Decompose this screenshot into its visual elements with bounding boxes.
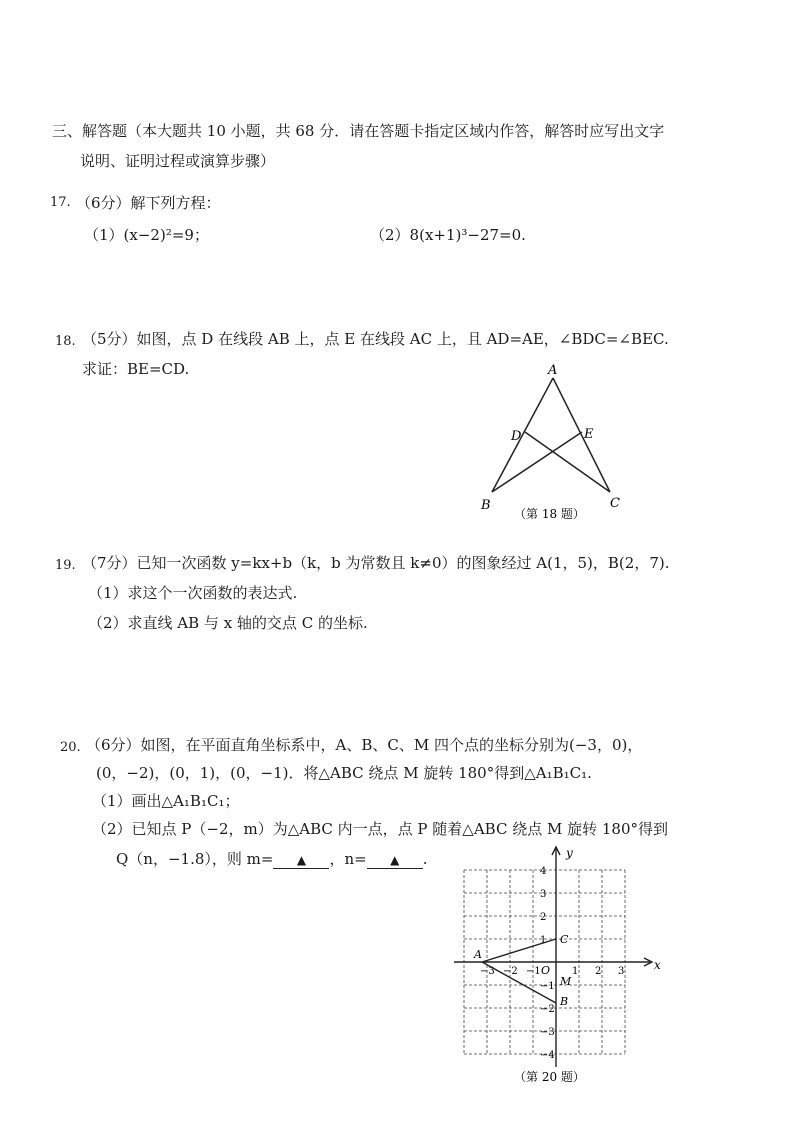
q20-answer-prefix: Q（n，−1.8），则 m= (116, 850, 274, 868)
q17-part2: （2）8(x+1)³−27=0. (370, 226, 526, 244)
q20-answer-end: . (422, 850, 428, 868)
q19-stem: （7分）已知一次函数 y=kx+b（k，b 为常数且 k≠0）的图象经过 A(1，5)，B(2，7). (82, 554, 670, 572)
question-number-17: 17. (50, 195, 71, 210)
label-C: C (610, 496, 620, 511)
question-number-19: 19. (55, 558, 76, 573)
question-number-20: 20. (60, 740, 81, 755)
q20-part2-answer-line (116, 848, 427, 869)
q17-part1: （1）(x−2)²=9； (84, 226, 209, 244)
y-tick-label: 2 (540, 912, 547, 923)
section-heading-cont: 说明、证明过程或演算步骤） (80, 152, 276, 170)
point-label-C: C (560, 933, 569, 946)
triangle-mark-icon: ▲ (390, 853, 400, 867)
y-tick-label: −2 (540, 1004, 555, 1015)
answer-blank-n[interactable] (367, 850, 423, 869)
label-E: E (584, 427, 594, 442)
question-number-18: 18. (55, 334, 76, 349)
q18-stem: （5分）如图，点 D 在线段 AB 上，点 E 在线段 AC 上，且 AD=AE，∠BDC=∠BEC. (82, 330, 669, 348)
point-label-B: B (560, 995, 569, 1008)
x-tick-label: −1 (526, 966, 541, 977)
label-A: A (548, 363, 558, 378)
x-tick-label: −3 (480, 966, 495, 977)
y-tick-label: 3 (540, 889, 547, 900)
q19-part2: （2）求直线 AB 与 x 轴的交点 C 的坐标. (88, 614, 368, 632)
q20-part2: （2）已知点 P（−2，m）为△ABC 内一点，点 P 随着△ABC 绕点 M 旋转 180°得到 (92, 820, 668, 838)
answer-blank-m[interactable] (273, 850, 329, 869)
q20-stem-line2: (0，−2)，(0，1)，(0，−1)．将△ABC 绕点 M 旋转 180°得到△A₁B₁C₁. (96, 764, 592, 782)
y-tick-label: −1 (540, 981, 555, 992)
q18-caption: （第 18 题） (514, 507, 585, 521)
origin-label: O (541, 964, 551, 977)
x-tick-label: 1 (572, 966, 579, 977)
point-label-M: M (560, 975, 572, 988)
point-label-A: A (474, 948, 482, 961)
q17-stem: （6分）解下列方程： (76, 194, 221, 212)
q20-answer-mid: ，n= (329, 850, 367, 868)
y-tick-label: 1 (540, 935, 547, 946)
x-axis-label: x (654, 958, 661, 972)
q20-caption: （第 20 题） (514, 1070, 585, 1084)
section-heading: 三、解答题（本大题共 10 小题，共 68 分．请在答题卡指定区域内作答，解答时应写出文字 (52, 122, 665, 140)
x-tick-label: −2 (503, 966, 518, 977)
label-D: D (511, 429, 522, 444)
y-tick-label: −3 (540, 1027, 555, 1038)
figure-q20-coordinate-grid (450, 845, 670, 1085)
y-axis-label: y (566, 846, 573, 860)
q20-stem-line1: （6分）如图，在平面直角坐标系中，A、B、C、M 四个点的坐标分别为(−3，0)， (86, 736, 643, 754)
label-B: B (481, 498, 491, 513)
x-tick-label: 3 (618, 966, 625, 977)
y-tick-label: −4 (540, 1050, 555, 1061)
q18-prove: 求证：BE=CD. (82, 360, 190, 378)
triangle-mark-icon: ▲ (296, 853, 307, 867)
q20-part1: （1）画出△A₁B₁C₁； (92, 792, 240, 810)
q19-part1: （1）求这个一次函数的表达式. (88, 584, 298, 602)
x-tick-label: 2 (595, 966, 602, 977)
y-tick-label: 4 (540, 866, 547, 877)
figure-q18 (470, 360, 640, 525)
